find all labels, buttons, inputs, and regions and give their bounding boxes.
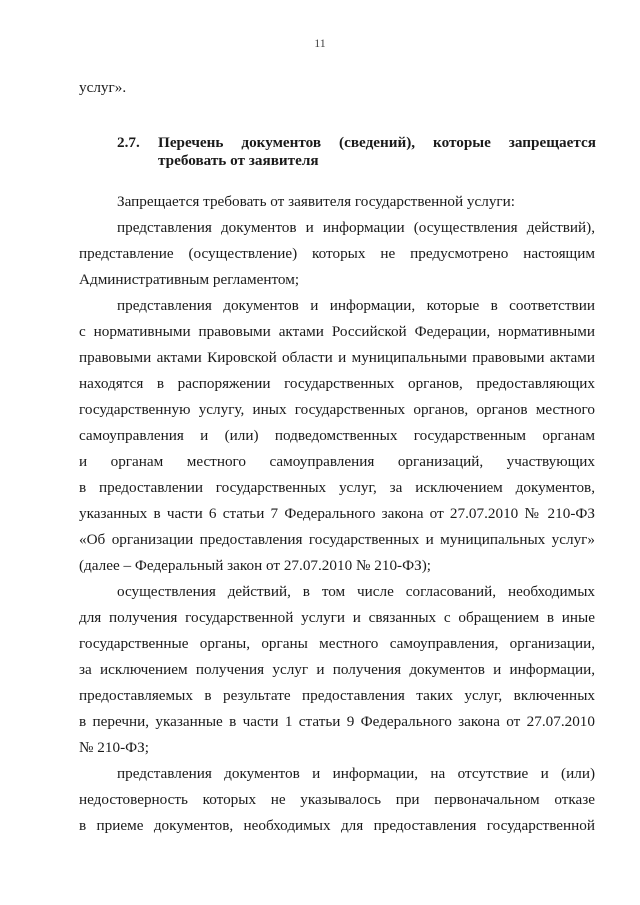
paragraph-line: представления документов и информации, на отсутствие и (или) <box>117 765 595 782</box>
paragraph-line: государственные органы, органы местного самоуправления, организации, <box>79 635 595 652</box>
paragraph-line: для получения государственной услуги и связанных с обращением в иные <box>79 609 595 626</box>
paragraph-line: представления документов и информации (осуществления действий), <box>117 219 595 236</box>
paragraph-line: представления документов и информации, которые в соответствии <box>117 297 595 314</box>
paragraph-line: правовыми актами Кировской области и муниципальными правовыми актами <box>79 349 595 366</box>
paragraph-line: и органам местного самоуправления организаций, участвующих <box>79 453 595 470</box>
paragraph-line: за исключением получения услуг и получения документов и информации, <box>79 661 595 678</box>
paragraph-line: Запрещается требовать от заявителя государственной услуги: <box>117 193 516 210</box>
paragraph-line: с нормативными правовыми актами Российской Федерации, нормативными <box>79 323 595 340</box>
paragraph-line: в перечни, указанные в части 1 статьи 9 Федерального закона от 27.07.2010 <box>79 713 595 730</box>
page-number: 11 <box>314 36 326 50</box>
paragraph-line: в предоставлении государственных услуг, за исключением документов, <box>79 479 595 496</box>
text-line: услуг». <box>79 79 127 96</box>
section-heading-line: Перечень документов (сведений), которые запрещается <box>158 134 596 151</box>
section-number: 2.7. <box>117 134 140 151</box>
paragraph-line: государственную услугу, иных государственных органов, органов местного <box>79 401 595 418</box>
paragraph-line: указанных в части 6 статьи 7 Федерального закона от 27.07.2010 № 210-ФЗ <box>79 505 595 522</box>
section-heading-line: требовать от заявителя <box>158 152 319 169</box>
paragraph-line: «Об организации предоставления государственных и муниципальных услуг» <box>79 531 595 548</box>
paragraph-line: недостоверность которых не указывалось при первоначальном отказе <box>79 791 595 808</box>
paragraph-line: Административным регламентом; <box>79 271 300 288</box>
paragraph-line: в приеме документов, необходимых для предоставления государственной <box>79 817 595 834</box>
paragraph-line: находятся в распоряжении государственных органов, предоставляющих <box>79 375 595 392</box>
paragraph-line: осуществления действий, в том числе согласований, необходимых <box>117 583 595 600</box>
paragraph-line: № 210-ФЗ; <box>79 739 149 756</box>
paragraph-line: предоставляемых в результате предоставления таких услуг, включенных <box>79 687 595 704</box>
paragraph-line: самоуправления и (или) подведомственных государственным органам <box>79 427 595 444</box>
paragraph-line: (далее – Федеральный закон от 27.07.2010 № 210-ФЗ); <box>79 557 431 574</box>
paragraph-line: представление (осуществление) которых не предусмотрено настоящим <box>79 245 595 262</box>
